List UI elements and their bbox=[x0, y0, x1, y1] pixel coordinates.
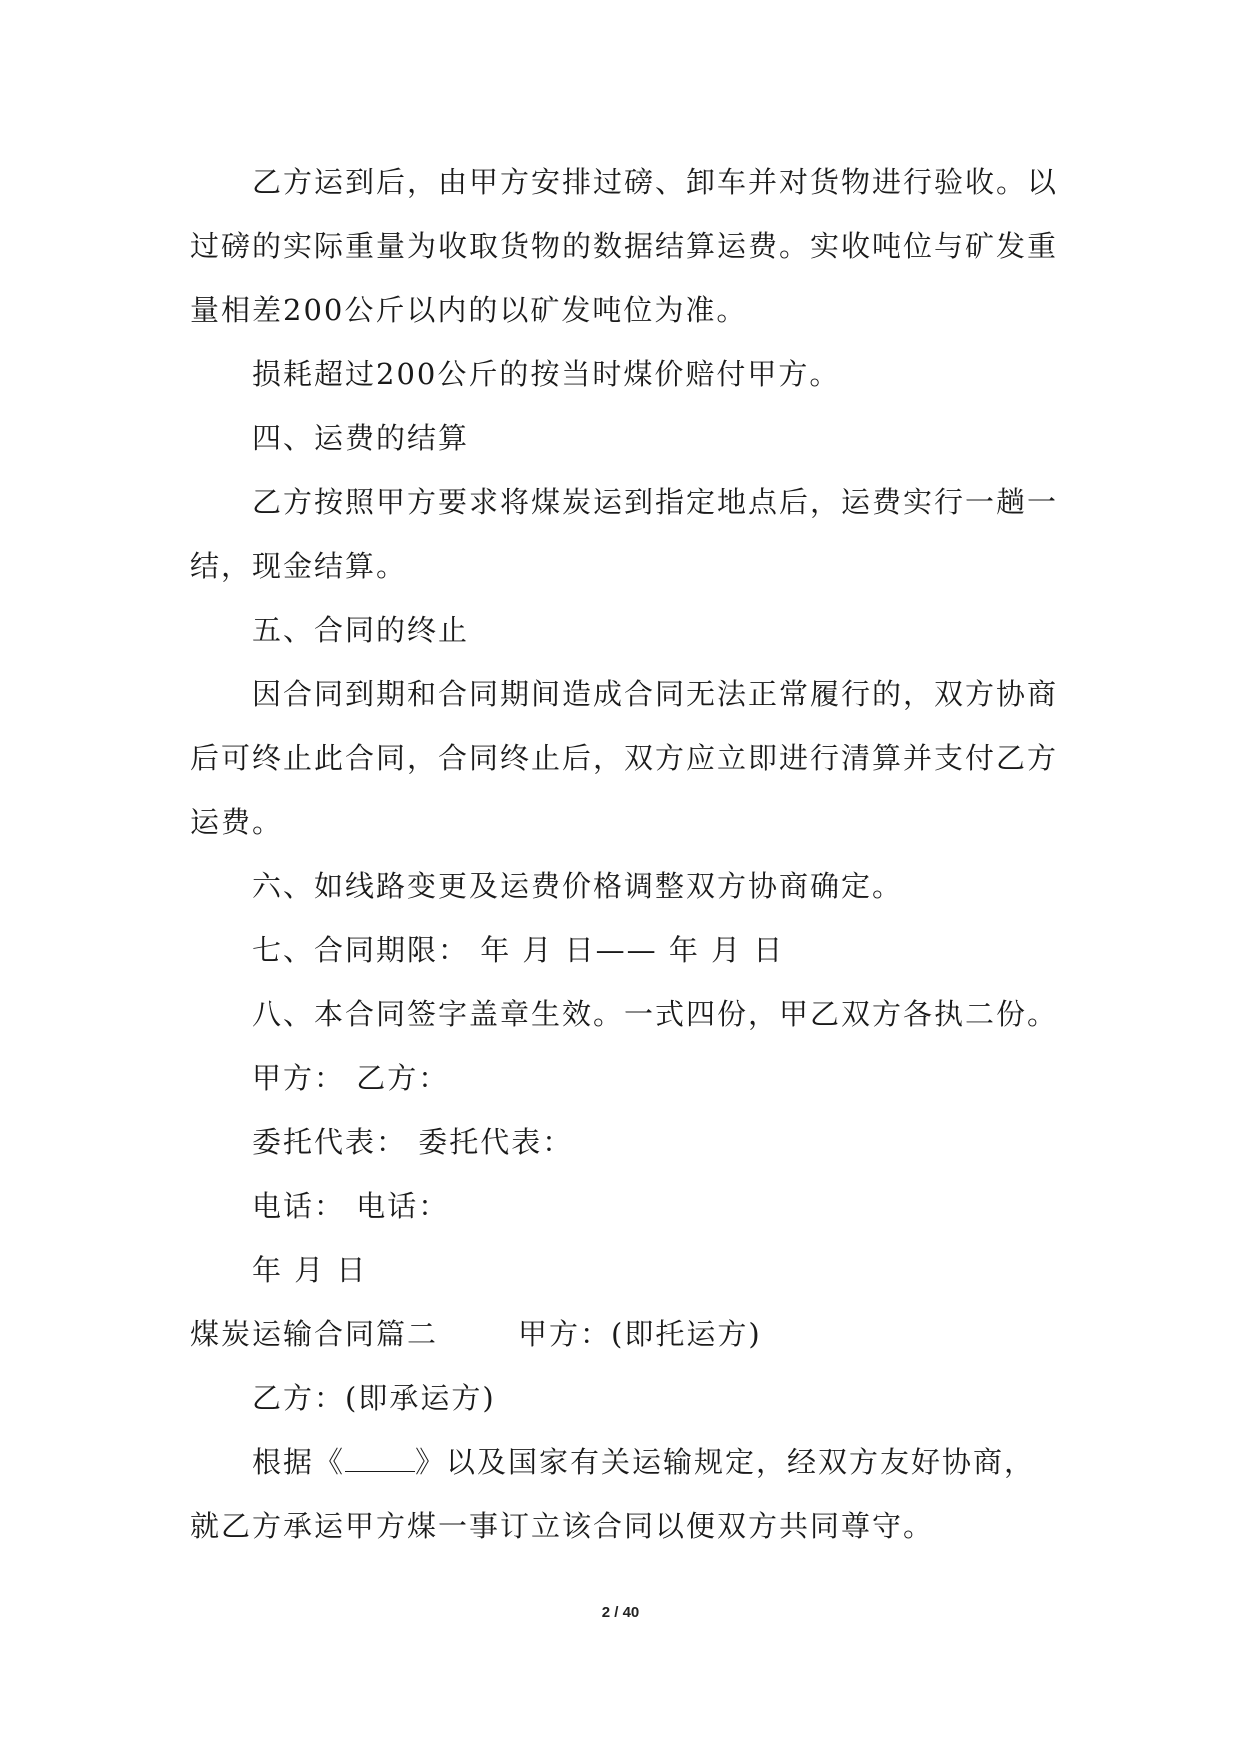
section2-closing-line: 就乙方承运甲方煤一事订立该合同以便双方共同尊守。 bbox=[190, 1509, 935, 1543]
basis-suffix: 》以及国家有关运输规定，经双方友好协商， bbox=[415, 1445, 1036, 1479]
section2-header-line bbox=[190, 1302, 1070, 1366]
section2-party-b: 乙方：(即承运方) bbox=[252, 1381, 496, 1415]
clause-line: 八、本合同签字盖章生效。一式四份，甲乙双方各执二份。 bbox=[252, 997, 1059, 1031]
signature-phone-line: 电话： 电话： bbox=[252, 1189, 450, 1223]
signature-date-line: 年 月 日 bbox=[252, 1253, 368, 1287]
document-body bbox=[190, 150, 1070, 1558]
page-number: 2 / 40 bbox=[601, 1604, 640, 1621]
basis-blank bbox=[345, 1471, 415, 1472]
signature-representative-line: 委托代表： 委托代表： bbox=[252, 1125, 574, 1159]
paragraph-line: 损耗超过200公斤的按当时煤价赔付甲方。 bbox=[252, 357, 841, 391]
clause-line: 六、如线路变更及运费价格调整双方协商确定。 bbox=[252, 869, 904, 903]
paragraph-line: 乙方按照甲方要求将煤炭运到指定地点后，运费实行一趟一 bbox=[252, 485, 1059, 519]
section-heading: 四、运费的结算 bbox=[252, 421, 470, 455]
section2-party-a: 甲方：(即托运方) bbox=[518, 1317, 762, 1351]
signature-parties-line: 甲方： 乙方： bbox=[252, 1061, 450, 1095]
paragraph-line: 乙方运到后，由甲方安排过磅、卸车并对货物进行验收。以 bbox=[252, 165, 1059, 199]
paragraph-line: 量相差200公斤以内的以矿发吨位为准。 bbox=[190, 293, 748, 327]
paragraph-line: 结，现金结算。 bbox=[190, 549, 408, 583]
basis-prefix: 根据《 bbox=[252, 1445, 346, 1479]
paragraph-line: 过磅的实际重量为收取货物的数据结算运费。实收吨位与矿发重 bbox=[190, 229, 1059, 263]
paragraph-line: 后可终止此合同，合同终止后，双方应立即进行清算并支付乙方 bbox=[190, 741, 1059, 775]
section2-basis-line bbox=[190, 1430, 1070, 1494]
paragraph-line: 因合同到期和合同期间造成合同无法正常履行的，双方协商 bbox=[252, 677, 1059, 711]
paragraph-line: 运费。 bbox=[190, 805, 284, 839]
section2-title: 煤炭运输合同篇二 bbox=[190, 1317, 439, 1351]
contract-term-line: 七、合同期限： 年 月 日—— 年 月 日 bbox=[252, 933, 785, 967]
section-heading: 五、合同的终止 bbox=[252, 613, 470, 647]
